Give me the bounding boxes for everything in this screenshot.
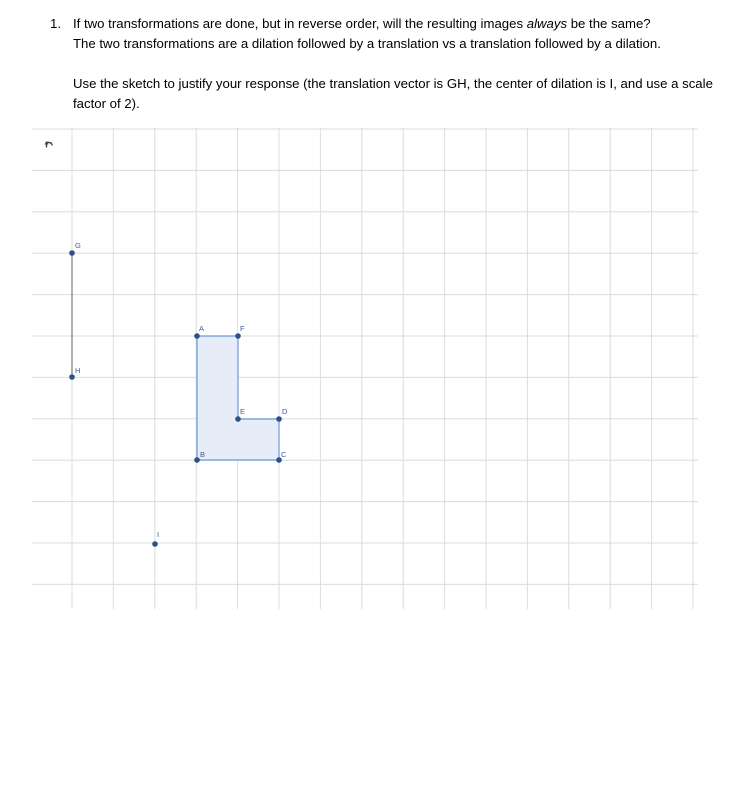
label-b: B: [200, 450, 206, 459]
sketch-svg[interactable]: [32, 128, 698, 609]
question-instruction: Use the sketch to justify your response (the translation vector is GH, the center of dilation is I, and use a scale factor of 2).: [73, 76, 713, 111]
point-f[interactable]: [235, 333, 241, 339]
grid: [32, 128, 698, 609]
question-emphasis: always: [526, 16, 568, 31]
label-g: G: [75, 241, 81, 250]
question-line-1: [73, 14, 730, 34]
label-a: A: [199, 324, 205, 333]
sketch-canvas[interactable]: [32, 128, 698, 609]
point-b[interactable]: [194, 457, 200, 463]
undo-icon[interactable]: [41, 135, 57, 151]
point-h[interactable]: [69, 374, 75, 380]
label-f: F: [240, 324, 245, 333]
label-i: I: [157, 530, 160, 539]
point-i[interactable]: [152, 541, 158, 547]
label-h: H: [75, 366, 81, 375]
point-g[interactable]: [69, 250, 75, 256]
label-d: D: [282, 407, 288, 416]
question-line-1-end: be the same?: [567, 16, 651, 31]
question-number: 1.: [50, 16, 61, 31]
question-line-2: The two transformations are a dilation followed by a translation vs a translation followed by a dilation.: [73, 36, 661, 51]
point-d[interactable]: [276, 416, 282, 422]
polygon-abcdef[interactable]: [197, 336, 279, 460]
label-c: C: [281, 450, 287, 459]
question-line-1-start: If two transformations are done, but in reverse order, will the resulting images: [73, 16, 527, 31]
point-a[interactable]: [194, 333, 200, 339]
label-e: E: [240, 407, 246, 416]
question-1: [50, 14, 730, 114]
point-e[interactable]: [235, 416, 241, 422]
question-body: [73, 14, 730, 114]
